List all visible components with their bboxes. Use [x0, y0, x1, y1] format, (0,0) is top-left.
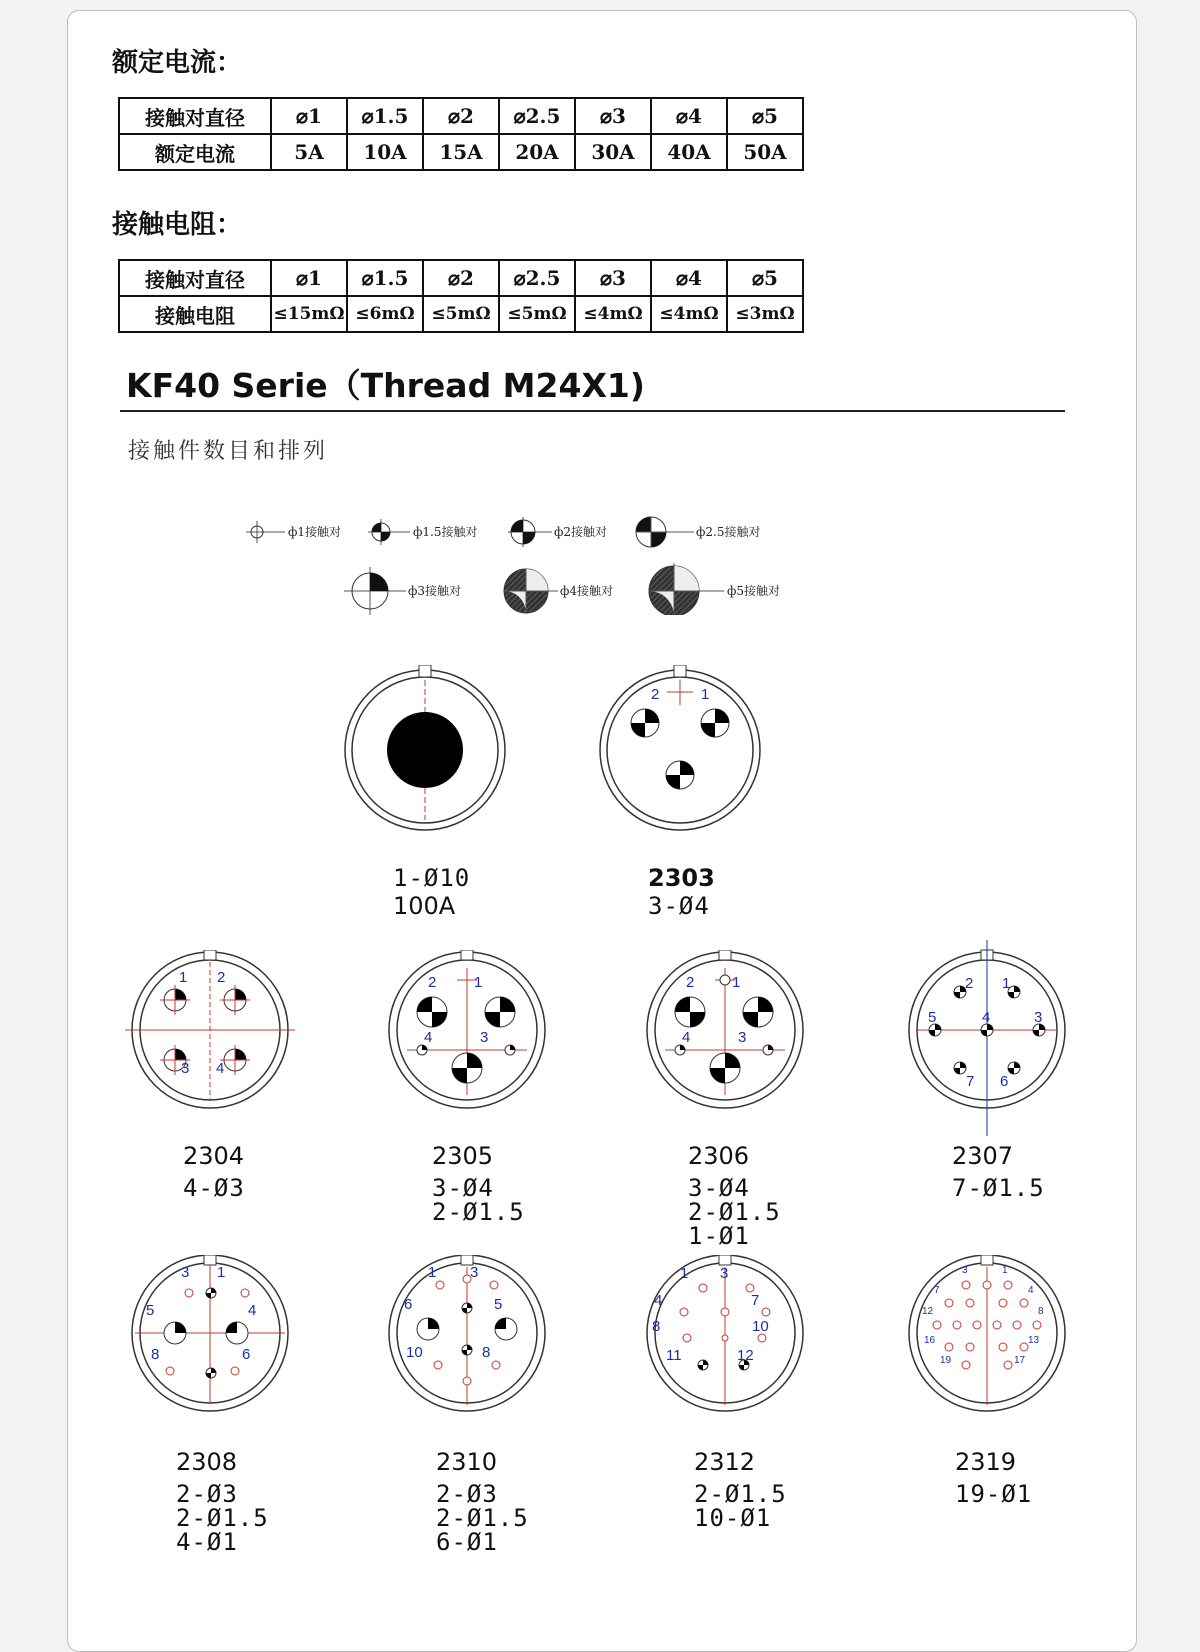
pin-number: 3	[720, 1265, 729, 1282]
layout-spec: 7-Ø1.5	[952, 1174, 1045, 1202]
layout-spec: 2-Ø1.5	[432, 1198, 525, 1226]
diameter-cell: ⌀2.5	[499, 98, 575, 134]
layout-caption	[694, 1450, 787, 1530]
pin-icon	[226, 1322, 248, 1344]
layout-code: 2308	[176, 1448, 238, 1476]
pin-number: 16	[924, 1335, 936, 1346]
diameter-cell: ⌀1	[271, 260, 347, 296]
diameter-cell: ⌀1.5	[347, 260, 423, 296]
diameter-cell: ⌀1.5	[347, 98, 423, 134]
contact-legend	[240, 505, 820, 615]
pin-icon	[683, 1334, 691, 1342]
pin-icon	[160, 985, 190, 1015]
connector-2304-diagram	[125, 950, 295, 1120]
layout-code: 2306	[688, 1142, 750, 1170]
pin-icon	[492, 1361, 500, 1369]
legend-phi5-icon	[649, 563, 724, 615]
row-label: 接触电阻	[119, 296, 271, 332]
value-cell: ≤15mΩ	[271, 296, 347, 332]
pin-number: 3	[181, 1060, 190, 1077]
pin-icon	[241, 1289, 249, 1297]
pin-number: 1	[217, 1264, 226, 1281]
pin-number: 4	[216, 1060, 225, 1077]
pin-number: 3	[962, 1265, 968, 1276]
connector-2306-diagram	[640, 950, 810, 1120]
layout-caption	[436, 1450, 529, 1554]
pin-number: 10	[752, 1318, 769, 1335]
value-cell: ≤6mΩ	[347, 296, 423, 332]
pin-icon	[722, 1335, 728, 1341]
divider	[120, 410, 1065, 412]
layout-caption	[432, 1144, 525, 1224]
row-label: 额定电流	[119, 134, 271, 170]
layout-spec: 2-Ø3	[436, 1480, 498, 1508]
connector-2319-diagram	[902, 1255, 1072, 1425]
contact-resistance-title: 接触电阻：	[112, 210, 243, 240]
legend-label: ф5接触对	[727, 584, 781, 598]
pin-icon	[495, 1318, 517, 1340]
layout-spec: 2-Ø1.5	[694, 1480, 787, 1508]
diameter-cell: ⌀5	[727, 98, 803, 134]
serie-title: KF40 Serie（Thread M24X1)	[126, 366, 645, 405]
pin-number: 1	[701, 686, 710, 703]
layout-caption	[176, 1450, 269, 1554]
pin-icon	[699, 1284, 707, 1292]
legend-phi2-5-icon	[636, 517, 694, 547]
pin-number: 1	[179, 969, 188, 986]
pin-icon	[417, 997, 447, 1027]
layout-caption	[955, 1450, 1032, 1506]
pin-number: 8	[151, 1346, 160, 1363]
table-row	[119, 134, 803, 170]
pin-icon	[462, 1303, 472, 1313]
legend-label: ф2.5接触对	[696, 525, 761, 539]
pin-icon	[417, 1045, 427, 1055]
pin-icon	[666, 761, 694, 789]
layout-spec: 3-Ø4	[432, 1174, 494, 1202]
value-cell: 15A	[423, 134, 499, 170]
pin-icon	[164, 1322, 186, 1344]
pin-icon	[721, 1308, 729, 1316]
pin-number: 2	[686, 974, 695, 991]
legend-label: ф4接触对	[560, 584, 614, 598]
pin-number: 3	[738, 1029, 747, 1046]
rated-current-title: 额定电流：	[112, 48, 243, 78]
layout-spec: 10-Ø1	[694, 1504, 772, 1532]
layout-spec: 2-Ø1.5	[436, 1504, 529, 1532]
value-cell: ≤3mΩ	[727, 296, 803, 332]
diameter-cell: ⌀2	[423, 98, 499, 134]
layout-spec: 2-Ø1.5	[176, 1504, 269, 1532]
diameter-cell: ⌀2.5	[499, 260, 575, 296]
layout-spec: 4-Ø3	[183, 1174, 245, 1202]
layout-caption	[393, 866, 470, 918]
pin-icon	[675, 997, 705, 1027]
pin-icon	[206, 1368, 216, 1378]
pin-icon	[185, 1289, 193, 1297]
pin-icon	[743, 997, 773, 1027]
pin-icon	[206, 1288, 216, 1298]
legend-label: ф3接触对	[408, 584, 462, 598]
value-cell: ≤5mΩ	[499, 296, 575, 332]
layout-spec: 6-Ø1	[436, 1528, 498, 1556]
pin-icon	[485, 997, 515, 1027]
pin-number: 6	[1000, 1073, 1009, 1090]
pin-icon	[762, 1308, 770, 1316]
pin-number: 7	[934, 1285, 940, 1296]
legend-label: ф1.5接触对	[413, 525, 478, 539]
pin-number: 12	[922, 1306, 934, 1317]
pin-number: 4	[982, 1009, 991, 1026]
pin-number: 5	[146, 1302, 155, 1319]
value-cell: ≤4mΩ	[651, 296, 727, 332]
pin-number: 3	[480, 1029, 489, 1046]
layout-spec: 19-Ø1	[955, 1480, 1033, 1508]
value-cell: 10A	[347, 134, 423, 170]
rated-current-table	[118, 97, 804, 171]
pin-number: 2	[965, 975, 974, 992]
pin-number: 6	[242, 1346, 251, 1363]
diameter-cell: ⌀5	[727, 260, 803, 296]
pin-number: 10	[406, 1344, 423, 1361]
pin-icon	[452, 1053, 482, 1083]
pin-icon	[675, 1045, 685, 1055]
pin-icon	[463, 1377, 471, 1385]
diameter-cell: ⌀3	[575, 98, 651, 134]
pin-icon	[505, 1045, 515, 1055]
pin-number: 6	[404, 1296, 413, 1313]
value-cell: 20A	[499, 134, 575, 170]
pin-icon	[701, 709, 729, 737]
layout-code: 2312	[694, 1448, 756, 1476]
pin-number: 8	[482, 1344, 491, 1361]
layout-spec: 3-Ø4	[648, 892, 710, 920]
pin-icon	[434, 1361, 442, 1369]
pin-icon	[954, 1062, 966, 1074]
table-row	[119, 98, 803, 134]
pin-number: 1	[1002, 1265, 1008, 1276]
layout-spec: 2-Ø1.5	[688, 1198, 781, 1226]
layout-code: 2310	[436, 1448, 498, 1476]
connector-2312-diagram	[640, 1255, 810, 1425]
pin-icon	[746, 1284, 754, 1292]
pin-number: 4	[424, 1029, 433, 1046]
layout-caption	[648, 866, 715, 918]
layout-spec: 3-Ø4	[688, 1174, 750, 1202]
pin-icon	[720, 975, 730, 985]
layout-spec: 4-Ø1	[176, 1528, 238, 1556]
connector-1-phi10-diagram	[340, 665, 510, 835]
pin-icon	[231, 1367, 239, 1375]
connector-2310-diagram	[382, 1255, 552, 1425]
pin-number: 7	[751, 1292, 760, 1309]
connector-2307-diagram	[902, 940, 1072, 1140]
layout-caption	[183, 1144, 245, 1200]
pin-number: 7	[966, 1073, 975, 1090]
pin-icon	[417, 1318, 439, 1340]
legend-label: ф2接触对	[554, 525, 608, 539]
header-label: 接触对直径	[119, 98, 271, 134]
pin-number: 13	[1028, 1335, 1040, 1346]
value-cell: ≤4mΩ	[575, 296, 651, 332]
pin-number: 2	[428, 974, 437, 991]
pin-icon	[698, 1360, 708, 1370]
pin-icon	[758, 1334, 766, 1342]
legend-phi3-icon	[344, 567, 406, 615]
value-cell: 40A	[651, 134, 727, 170]
pin-icon	[680, 1308, 688, 1316]
pin-number: 1	[1002, 975, 1011, 992]
pin-number: 2	[217, 969, 226, 986]
pin-icon	[462, 1345, 472, 1355]
header-label: 接触对直径	[119, 260, 271, 296]
pin-icon	[166, 1367, 174, 1375]
pin-number: 3	[1034, 1009, 1043, 1026]
layout-code: 2307	[952, 1142, 1014, 1170]
pin-number: 3	[181, 1264, 190, 1281]
pin-number: 1	[428, 1264, 437, 1281]
layout-spec: 1-Ø1	[688, 1222, 750, 1250]
value-cell: 30A	[575, 134, 651, 170]
layout-code: 1-Ø10	[393, 864, 471, 892]
pin-number: 4	[1028, 1285, 1034, 1296]
legend-label: ф1接触对	[288, 525, 342, 539]
layout-caption	[688, 1144, 781, 1248]
pin-icon	[220, 1045, 250, 1075]
layout-code: 2305	[432, 1142, 494, 1170]
contact-resistance-table	[118, 259, 804, 333]
diameter-cell: ⌀4	[651, 260, 727, 296]
legend-phi1-icon	[246, 521, 285, 543]
pin-number: 5	[494, 1296, 503, 1313]
pin-number: 17	[1014, 1355, 1026, 1366]
legend-phi4-icon	[504, 569, 558, 613]
diameter-cell: ⌀4	[651, 98, 727, 134]
value-cell: 50A	[727, 134, 803, 170]
pin-icon	[1008, 1062, 1020, 1074]
pin-number: 2	[651, 686, 660, 703]
pin-number: 4	[682, 1029, 691, 1046]
pin-number: 1	[680, 1265, 689, 1282]
pin-icon	[436, 1281, 444, 1289]
layout-caption	[952, 1144, 1045, 1200]
layout-code: 2303	[648, 864, 715, 892]
legend-phi1-5-icon	[368, 519, 410, 545]
layout-spec: 100A	[393, 892, 456, 920]
pin-icon	[631, 709, 659, 737]
legend-phi2-icon	[508, 517, 552, 547]
pin-icon	[490, 1281, 498, 1289]
pin-number: 8	[1038, 1306, 1044, 1317]
diameter-cell: ⌀2	[423, 260, 499, 296]
value-cell: 5A	[271, 134, 347, 170]
subheading: 接触件数目和排列	[128, 439, 329, 464]
pin-number: 12	[737, 1347, 754, 1364]
layout-code: 2319	[955, 1448, 1017, 1476]
connector-2303-diagram	[595, 665, 765, 835]
pin-icon	[710, 1053, 740, 1083]
pin-number: 1	[474, 974, 483, 991]
pin-number: 8	[652, 1318, 661, 1335]
connector-2305-diagram	[382, 950, 552, 1120]
layout-code: 2304	[183, 1142, 245, 1170]
pin-number: 11	[666, 1347, 682, 1364]
pin-number: 3	[470, 1264, 479, 1281]
pin-icon	[220, 985, 250, 1015]
pin-number: 4	[654, 1292, 663, 1309]
pin-number: 1	[732, 974, 741, 991]
value-cell: ≤5mΩ	[423, 296, 499, 332]
diameter-cell: ⌀3	[575, 260, 651, 296]
layout-spec: 2-Ø3	[176, 1480, 238, 1508]
pin-icon	[763, 1045, 773, 1055]
pin-number: 5	[928, 1009, 937, 1026]
pin-number: 19	[940, 1355, 952, 1366]
pin-number: 4	[248, 1302, 257, 1319]
connector-2308-diagram	[125, 1255, 295, 1425]
table-row	[119, 296, 803, 332]
diameter-cell: ⌀1	[271, 98, 347, 134]
table-row	[119, 260, 803, 296]
